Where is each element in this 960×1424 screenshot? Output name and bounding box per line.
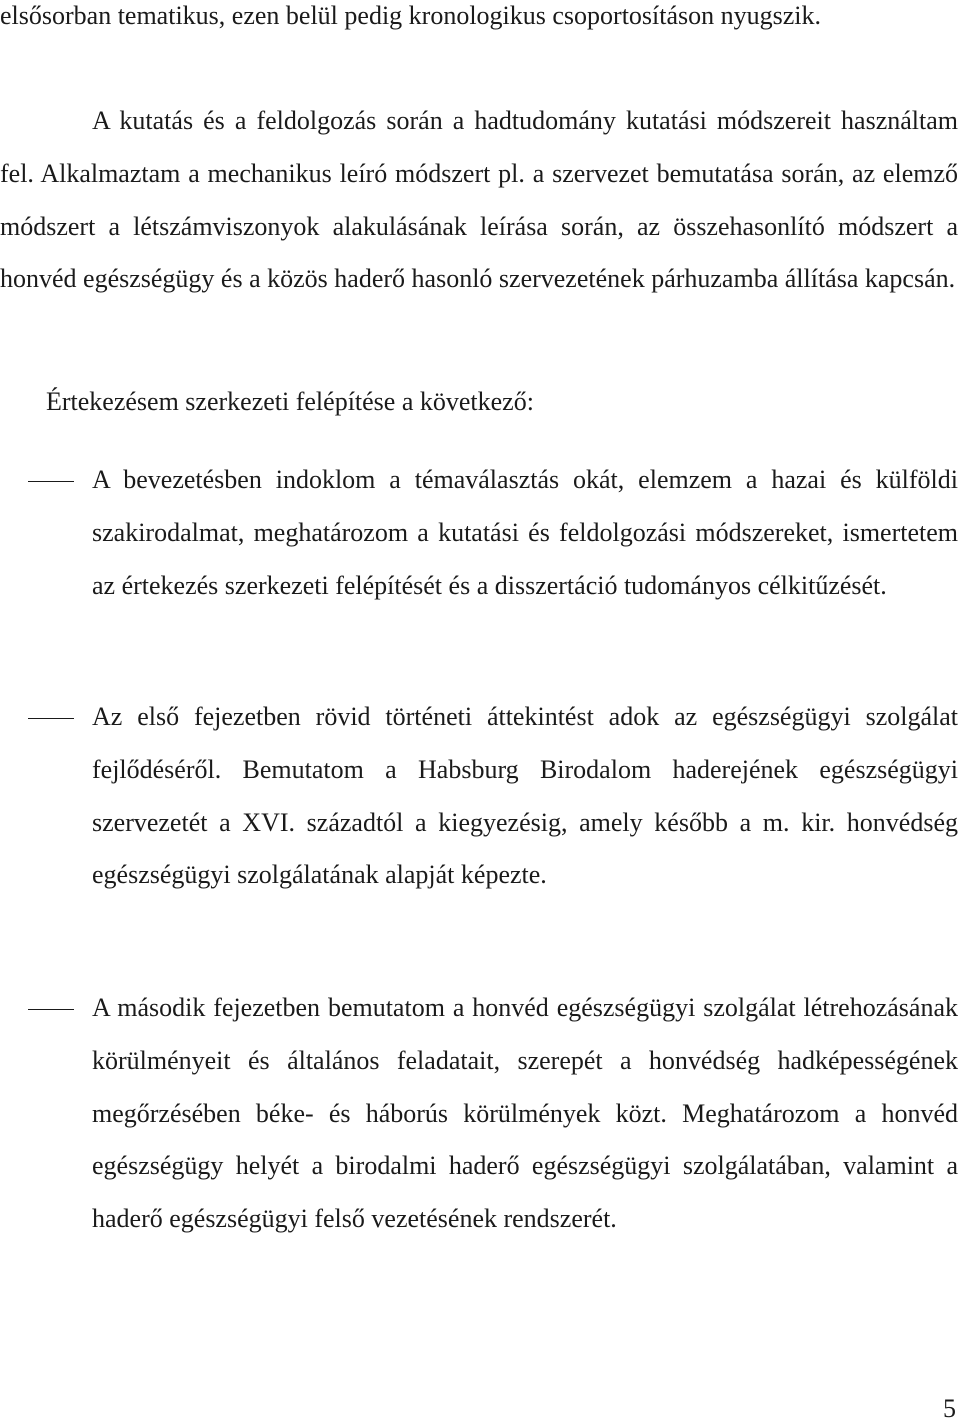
paragraph-methods: A kutatás és a feldolgozás során a hadtudomány kutatási módszereit használtam fel. Alkalmaztam a mechanikus leíró módszert pl. a szervezet bemutatása során, az elemző módszert a létszámviszonyok alakulásának leírása során, az összehasonlító módszert a honvéd egészségügy és a közös haderő hasonló szervezetének párhuzamba állítása kapcsán. [0, 106, 958, 294]
paragraph-structure-intro: Értekezésem szerkezeti felépítése a következő: [46, 387, 534, 416]
list-item-text: A második fejezetben bemutatom a honvéd egészségügyi szolgálat létrehozásának körülményeit és általános feladatait, szerepét a honvédség hadképességének megőrzésében béke- és háborús körülmények közt. Meghatározom a honvéd egészségügy helyét a birodalmi haderő egészségügyi szolgálatában, valamint a haderő egészségügyi felső vezetésének rendszerét. [92, 993, 958, 1234]
page-number: 5 [943, 1394, 956, 1423]
dash-bullet-icon [28, 718, 74, 719]
dash-bullet-icon [28, 481, 74, 482]
list-item-text: Az első fejezetben rövid történeti áttekintést adok az egészségügyi szolgálat fejlődéséről. Bemutatom a Habsburg Birodalom haderejének egészségügyi szervezetét a XVI. századtól a kiegyezésig, amely később a m. kir. honvédség egészségügyi szolgálatának alapját képezte. [92, 702, 958, 890]
paragraph-continuation: elsősorban tematikus, ezen belül pedig kronologikus csoportosításon nyugszik. [0, 1, 822, 30]
list-item-text: A bevezetésben indoklom a témaválasztás okát, elemzem a hazai és külföldi szakirodalmat, meghatározom a kutatási és feldolgozási módszereket, ismertetem az értekezés szerkezeti felépítését és a disszertáció tudományos célkitűzését. [92, 465, 958, 600]
dash-bullet-icon [28, 1009, 74, 1010]
